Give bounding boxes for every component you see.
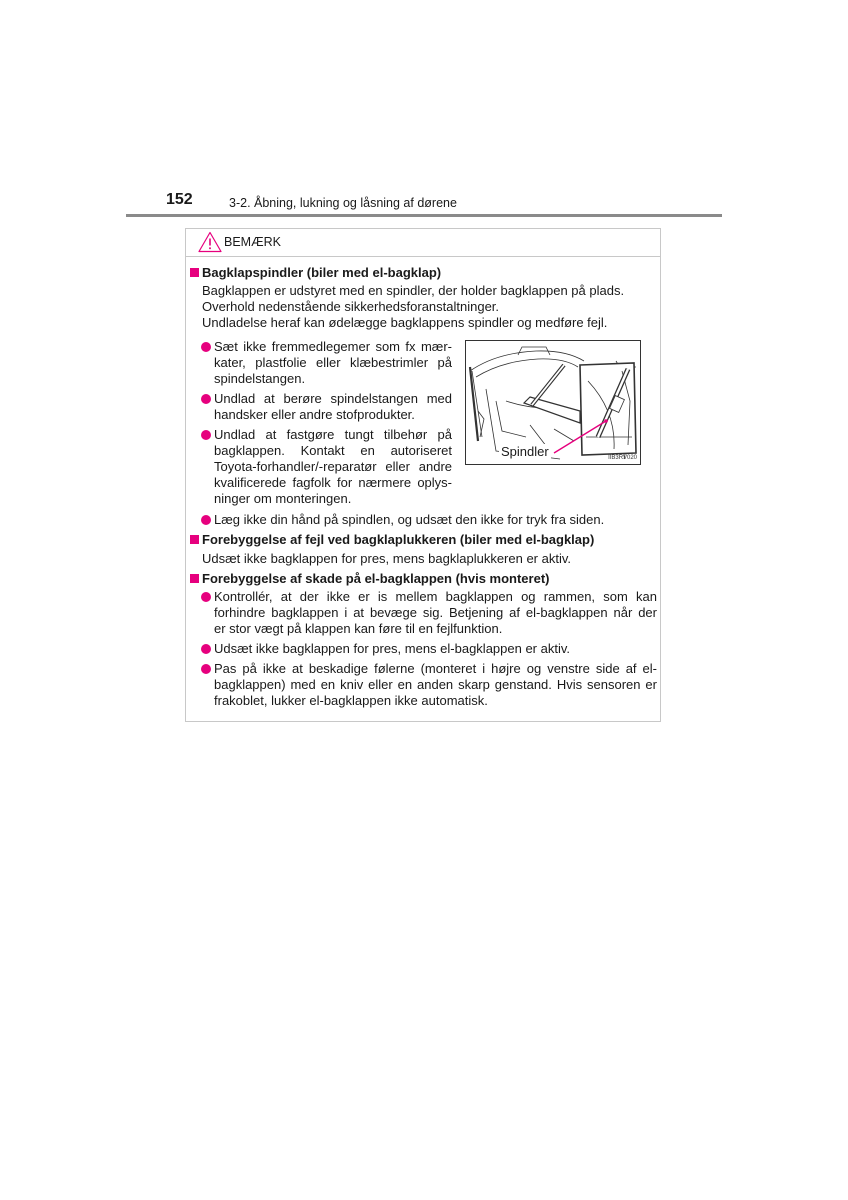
bullet-dot bbox=[201, 592, 211, 602]
bullet-line: Pas på ikke at beskadige følerne (monteret i højre og venstre side af el- bbox=[214, 661, 657, 676]
section-marker bbox=[190, 268, 199, 277]
section-heading: Forebyggelse af fejl ved bagklaplukkeren (biler med el-bagklap) bbox=[202, 532, 595, 547]
bullet-line: bagklappen. Kontakt en autoriseret bbox=[214, 443, 452, 458]
bullet-dot bbox=[201, 664, 211, 674]
bullet-line: er stor vægt på klappen kan føre til en fejlfunktion. bbox=[214, 621, 503, 636]
page-header bbox=[126, 190, 722, 218]
section-heading: Forebyggelse af skade på el-bagklappen (hvis monteret) bbox=[202, 571, 550, 586]
tailgate-drawing bbox=[466, 341, 640, 464]
bullet-dot bbox=[201, 644, 211, 654]
tailgate-spindle-illustration bbox=[465, 340, 641, 465]
section-marker bbox=[190, 574, 199, 583]
page-number: 152 bbox=[166, 191, 193, 208]
bullet-line: handsker eller andre stofprodukter. bbox=[214, 407, 415, 422]
figure-code: IIB3RV020 bbox=[608, 455, 637, 461]
bullet-line: bagklappen) med en kniv eller en anden skarp genstand. Hvis sensoren er bbox=[214, 677, 657, 692]
paragraph-line: Bagklappen er udstyret med en spindler, der holder bagklappen på plads. bbox=[202, 283, 625, 298]
bullet-line: Undlad at fastgøre tungt tilbehør på bbox=[214, 427, 452, 442]
bullet-line: Toyota-forhandler/-reparatør eller andre bbox=[214, 459, 452, 474]
bullet-line: Undlad at berøre spindelstangen med bbox=[214, 391, 452, 406]
bullet-dot bbox=[201, 342, 211, 352]
bullet-line: spindelstangen. bbox=[214, 371, 306, 386]
bullet-line: Sæt ikke fremmedlegemer som fx mær- bbox=[214, 339, 452, 354]
bullet-line: ninger om monteringen. bbox=[214, 491, 352, 506]
chapter-title: 3-2. Åbning, lukning og låsning af dørene bbox=[229, 196, 457, 210]
section-heading: Bagklapspindler (biler med el-bagklap) bbox=[202, 265, 442, 280]
paragraph-line: Udsæt ikke bagklappen for pres, mens bagklaplukkeren er aktiv. bbox=[202, 551, 572, 566]
header-rule bbox=[126, 214, 722, 217]
bullet-line: forhindre bagklappen i at bevæge sig. Betjening af el-bagklappen når der bbox=[214, 605, 657, 620]
bullet-dot bbox=[201, 430, 211, 440]
bullet-dot bbox=[201, 394, 211, 404]
paragraph-line: Overhold nedenstående sikkerhedsforanstaltninger. bbox=[202, 299, 500, 314]
notice-title: BEMÆRK bbox=[224, 235, 281, 249]
bullet-line: kater, plastfolie eller klæbestrimler på bbox=[214, 355, 452, 370]
bullet-line: Kontrollér, at der ikke er is mellem bagklappen og rammen, som kan bbox=[214, 589, 657, 604]
bullet-line: kvalificerede fagfolk for nærmere oplys- bbox=[214, 475, 452, 490]
paragraph-line: Undladelse heraf kan ødelægge bagklappens spindler og medføre fejl. bbox=[202, 315, 608, 330]
section-marker bbox=[190, 535, 199, 544]
notice-header bbox=[186, 229, 660, 257]
bullet-line: frakoblet, lukker el-bagklappen ikke automatisk. bbox=[214, 693, 488, 708]
figure-label: Spindler bbox=[501, 444, 549, 459]
bullet-line: Udsæt ikke bagklappen for pres, mens el-bagklappen er aktiv. bbox=[214, 641, 571, 656]
bullet-line: Læg ikke din hånd på spindlen, og udsæt den ikke for tryk fra siden. bbox=[214, 512, 605, 527]
bullet-dot bbox=[201, 515, 211, 525]
warning-triangle-icon bbox=[198, 231, 222, 253]
